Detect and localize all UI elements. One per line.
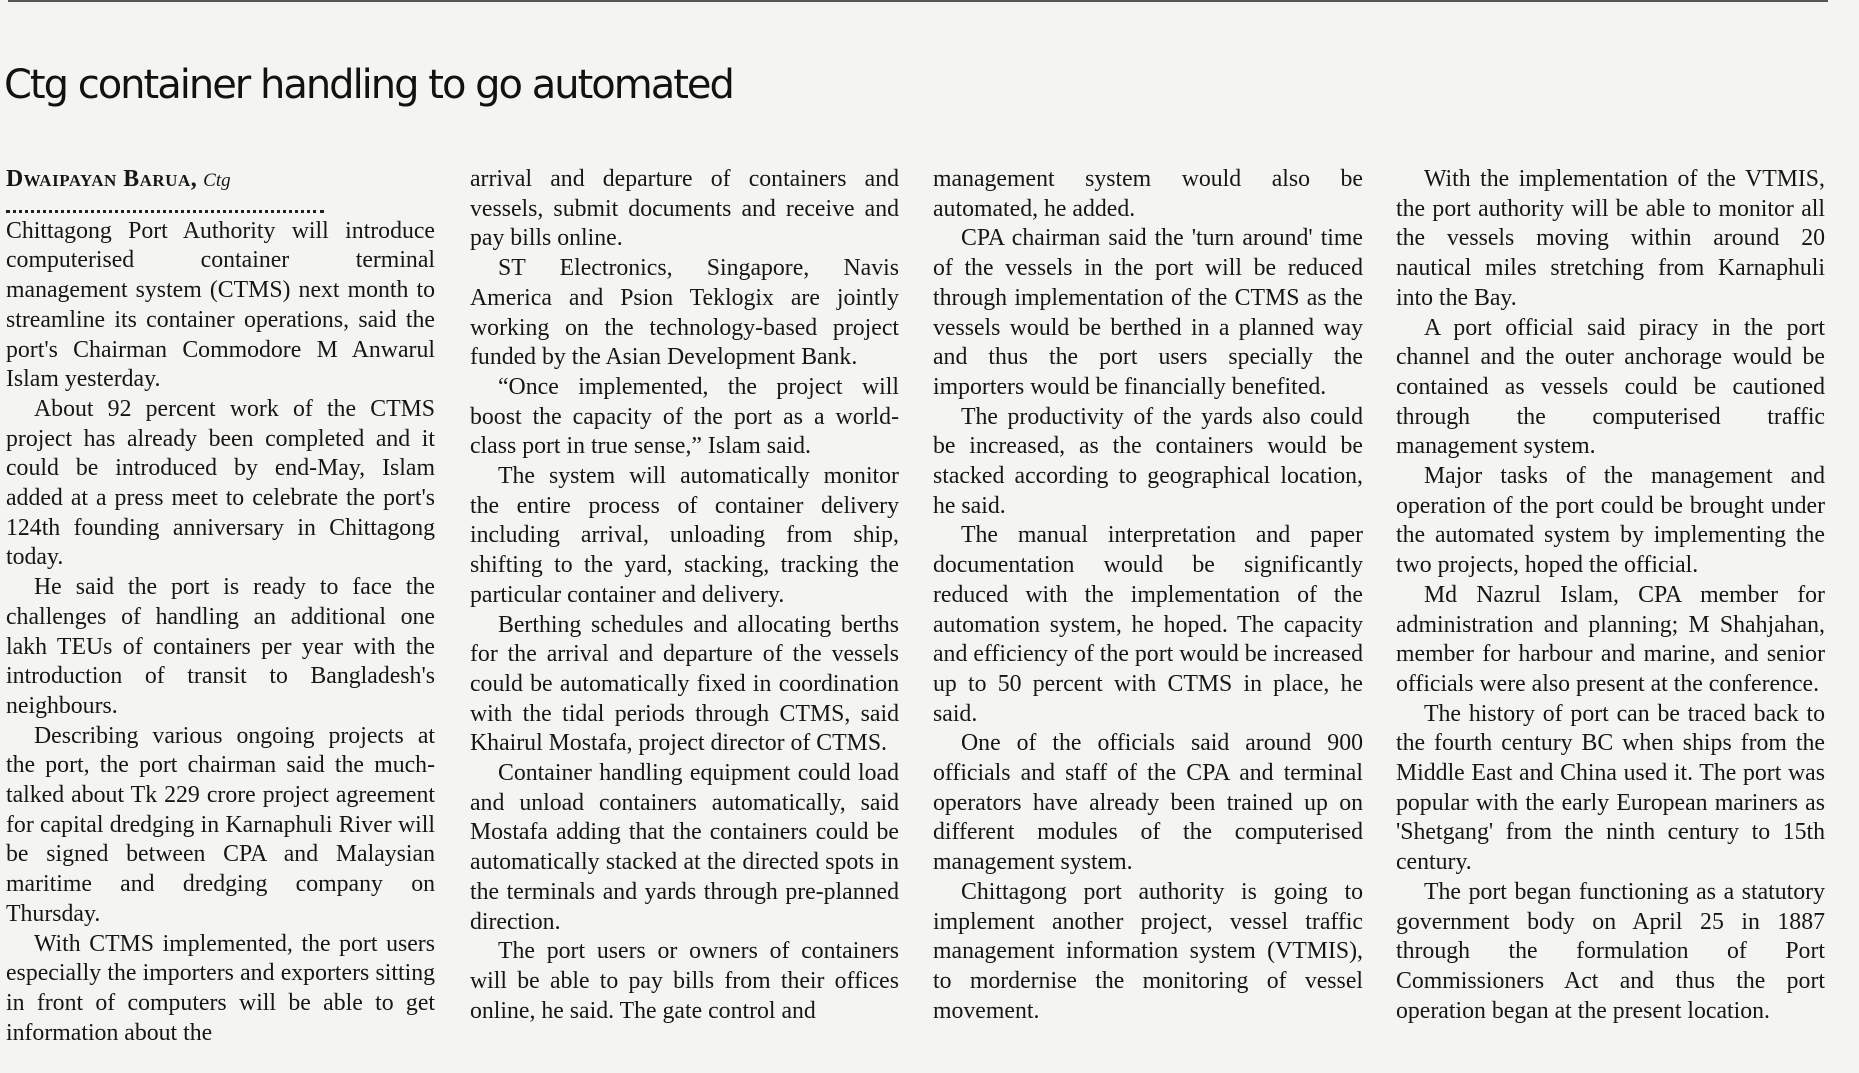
paragraph: Md Nazrul Islam, CPA member for administration and planning; M Shahjahan, member for harbour and marine, and senior officials were also present at the conference. [1396,581,1825,697]
byline [6,165,435,196]
paragraph: “Once implemented, the project will boost the capacity of the port as a world-class port in true sense,” Islam said. [470,373,899,460]
paragraph: CPA chairman said the 'turn around' time of the vessels in the port will be reduced through implementation of the CTMS as the vessels would be berthed in a planned way and thus the port users specially the importers would be financially benefited. [933,225,1363,400]
headline: Ctg container handling to go automated [4,62,733,108]
article-column-3 [933,165,1363,1065]
article-column-4 [1396,165,1825,1065]
article-column-1 [6,165,435,1065]
byline-dotted-divider [6,196,324,213]
paragraph: Describing various ongoing projects at the port, the port chairman said the much-talked about Tk 229 crore project agreement for capital dredging in Karnaphuli River will be signed between CPA and Malaysian maritime and dredging company on Thursday. [6,722,435,927]
paragraph: Container handling equipment could load and unload containers automatically, said Mostafa adding that the containers could be automatically stacked at the directed spots in the terminals and yards through pre-planned direction. [470,760,899,935]
paragraph: About 92 percent work of the CTMS project has already been completed and it could be introduced by end-May, Islam added at a press meet to celebrate the port's 124th founding anniversary in Chittagong today. [6,395,435,571]
paragraph: management system would also be automated, he added. [933,166,1363,222]
paragraph: One of the officials said around 900 officials and staff of the CPA and terminal operators have already been trained up on different modules of the computerised management system. [933,730,1363,876]
byline-location: Ctg [203,170,231,191]
paragraph: With CTMS implemented, the port users especially the importers and exporters sitting in front of computers will be able to get information about the [6,930,435,1046]
paragraph: With the implementation of the VTMIS, the port authority will be able to monitor all the vessels moving within around 20 nautical miles stretching from Karnaphuli into the Bay. [1396,166,1825,311]
paragraph: A port official said piracy in the port channel and the outer anchorage would be contained as vessels could be cautioned through the computerised traffic management system. [1396,314,1825,460]
paragraph: Major tasks of the management and operation of the port could be brought under the automated system by implementing the two projects, hoped the official. [1396,463,1825,579]
paragraph: The port began functioning as a statutory government body on April 25 in 1887 through the formulation of Port Commissioners Act and thus the port operation began at the present location. [1396,878,1825,1024]
paragraph: The productivity of the yards also could be increased, as the containers would be stacked according to geographical location, he said. [933,403,1363,519]
paragraph: arrival and departure of containers and vessels, submit documents and receive and pay bills online. [470,166,899,252]
paragraph: The history of port can be traced back to the fourth century BC when ships from the Middle East and China used it. The port was popular with the early European mariners as 'Shetgang' from the ninth century to 15th century. [1396,700,1825,876]
paragraph: Chittagong Port Authority will introduce computerised container terminal management system (CTMS) next month to streamline its container operations, said the port's Chairman Commodore M Anwarul Islam yesterday. [6,217,435,393]
paragraph: ST Electronics, Singapore, Navis America and Psion Teklogix are jointly working on the technology-based project funded by the Asian Development Bank. [470,255,899,371]
paragraph: Chittagong port authority is going to implement another project, vessel traffic management information system (VTMIS), to mordernise the monitoring of vessel movement. [933,878,1363,1024]
paragraph: Berthing schedules and allocating berths for the arrival and departure of the vessels could be automatically fixed in coordination with the tidal periods through CTMS, said Khairul Mostafa, project director of CTMS. [470,611,899,757]
paragraph: The port users or owners of containers will be able to pay bills from their offices online, he said. The gate control and [470,938,899,1024]
article-column-2 [470,165,899,1065]
paragraph: The system will automatically monitor the entire process of container delivery including arrival, unloading from ship, shifting to the yard, stacking, tracking the particular container and delivery. [470,463,899,608]
top-rule [8,0,1828,2]
paragraph: He said the port is ready to face the challenges of handling an additional one lakh TEUs of containers per year with the introduction of transit to Bangladesh's neighbours. [6,574,435,719]
paragraph: The manual interpretation and paper documentation would be significantly reduced with the implementation of the automation system, he hoped. The capacity and efficiency of the port would be increased up to 50 percent with CTMS in place, he said. [933,522,1363,727]
byline-author: Dwaipayan Barua, [6,166,198,192]
